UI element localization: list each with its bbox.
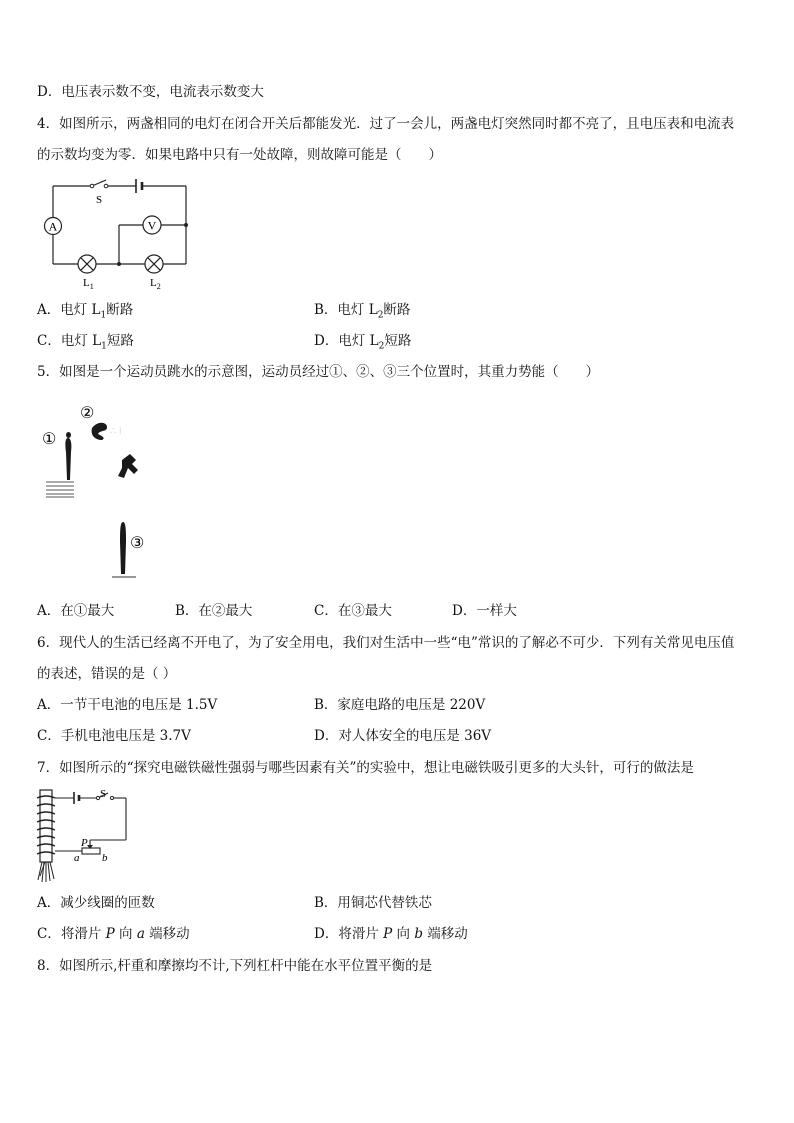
q5-option-a[interactable]: A．在①最大 — [37, 603, 115, 619]
q4-voltmeter-label: V — [147, 218, 157, 233]
q4-circuit-diagram — [36, 176, 196, 294]
q4-lamp2-label: $L_2$ — [150, 277, 161, 291]
q4-stem-line2: 的示数均变为零．如果电路中只有一处故障，则故障可能是（ ） — [37, 147, 442, 163]
q4-ammeter-label: A — [48, 219, 58, 234]
q6-option-d[interactable]: D．对人体安全的电压是 36V — [314, 728, 492, 744]
q7-option-a[interactable]: A．减少线圈的匝数 — [37, 895, 155, 911]
q5-position-3-label: ③ — [130, 535, 145, 552]
q5-option-c[interactable]: C．在③最大 — [314, 603, 392, 619]
q3-option-d: D．电压表示数不变，电流表示数变大 — [37, 84, 264, 100]
q6-stem-line1: 6．现代人的生活已经离不开电了，为了安全用电，我们对生活中一些“电”常识的了解必不可少．下列有关常见电压值 — [37, 635, 735, 651]
q7-end-a-label: a — [74, 852, 80, 864]
q7-switch-label: S — [100, 788, 107, 800]
q7-option-c[interactable]: C．将滑片 P 向 a 端移动 — [37, 926, 190, 942]
q4-switch-label: S — [95, 194, 103, 206]
q4-option-b[interactable]: B．电灯 $L_2$断路 — [314, 302, 411, 321]
q5-position-2-label: ② — [80, 405, 95, 422]
q7-slider-label: P — [81, 837, 88, 849]
q7-option-d[interactable]: D．将滑片 P 向 b 端移动 — [314, 926, 468, 942]
q6-stem-line2: 的表述，错误的是（ ） — [37, 666, 177, 682]
q7-end-b-label: b — [102, 852, 108, 864]
q5-position-1-label: ① — [42, 431, 57, 448]
q7-stem: 7．如图所示的“探究电磁铁磁性强弱与哪些因素有关”的实验中，想让电磁铁吸引更多的大头针，可行的做法是 — [37, 760, 694, 776]
q6-option-b[interactable]: B．家庭电路的电压是 220V — [314, 697, 486, 713]
q5-option-d[interactable]: D．一样大 — [452, 603, 517, 619]
q6-option-c[interactable]: C．手机电池电压是 3.7V — [37, 728, 191, 744]
q5-option-b[interactable]: B．在②最大 — [175, 603, 253, 619]
q6-option-a[interactable]: A．一节干电池的电压是 1.5V — [37, 697, 218, 713]
q7-option-b[interactable]: B．用铜芯代替铁芯 — [314, 895, 432, 911]
q4-option-c[interactable]: C．电灯 $L_1$短路 — [37, 333, 134, 352]
q4-stem-line1: 4．如图所示，两盏相同的电灯在闭合开关后都能发光．过了一会儿，两盏电灯突然同时都不亮了，且电压表和电流表 — [37, 116, 735, 132]
q4-lamp1-label: $L_1$ — [83, 277, 94, 291]
q4-option-d[interactable]: D．电灯 $L_2$短路 — [314, 333, 412, 352]
q5-faint-marks: ∴ ⁞ — [110, 426, 122, 437]
q8-stem: 8．如图所示,杆重和摩擦均不计,下列杠杆中能在水平位置平衡的是 — [37, 958, 433, 974]
q7-electromagnet-diagram — [32, 786, 136, 886]
q4-option-a[interactable]: A．电灯 $L_1$断路 — [37, 302, 134, 321]
q5-stem: 5．如图是一个运动员跳水的示意图，运动员经过①、②、③三个位置时，其重力势能（ ） — [37, 364, 600, 380]
q5-diving-diagram — [40, 394, 170, 586]
